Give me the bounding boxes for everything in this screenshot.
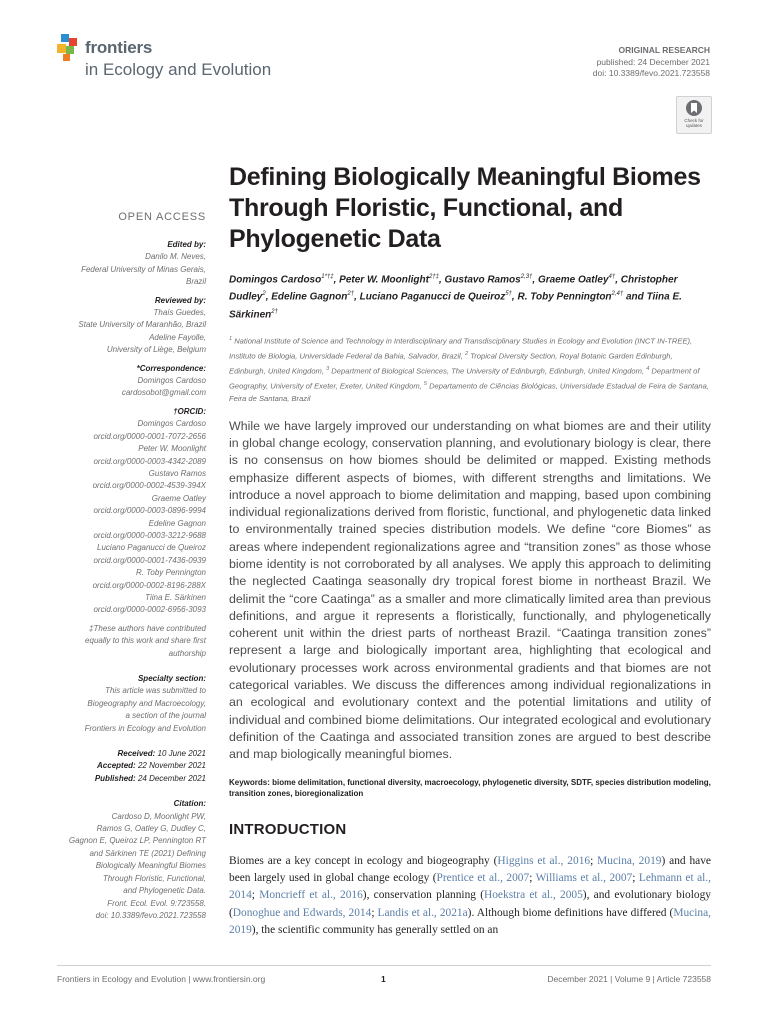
specialty-line: Frontiers in Ecology and Evolution bbox=[84, 723, 206, 733]
footer-journal[interactable]: Frontiers in Ecology and Evolution | www.frontiersin.org bbox=[57, 974, 266, 984]
reviewer-line: Thaís Guedes, bbox=[153, 308, 206, 318]
keywords: Keywords: biome delimitation, functional diversity, macroecology, phylogenetic diversity, SDTF, species distribution modeling, transition zones, bioregionalization bbox=[229, 777, 711, 799]
citation-link[interactable]: Moncrieff et al., 2016 bbox=[259, 889, 363, 902]
abstract: While we have largely improved our understanding on what biomes are and their utility in global change ecology, conservation planning, and evolutionary biology is clear, there is no consensus on how biomes should be delimited or mapped. Existing methods emphasize different aspects of biomes, with different strengths and limitations. We introduce a novel approach to biome delimitation and mapping, based upon combining individual regionalizations derived from floristic, functional, and phylogenetic data linked to environmentally trained species distribution models. We define “core Biomes” as areas where independent regionalizations agree and “transition zones” as those whose biome identity is not corroborated by all analyses. We apply this approach to delimiting the neglected Caatinga seasonally dry tropical forest biome in northeast Brazil. We delimit the “core Caatinga” as a smaller and more climatically limited area than previous definitions, and argue it represents a floristically, functionally, and phylogenetically coherent unit within the driest parts of northeast Brazil. “Caatinga transition zones” represent a large and biologically important area, highlighting that ecological and evolutionary processes work across environmental gradients and that biomes are not categorical variables. We discuss the differences among individual regionalizations in an ecological and evolutionary context and the potential limitations and utility of individual and combined biome delimitations. Our integrated ecological and evolutionary definition of the Caatinga and associated transition zones are argued to best describe and map biologically meaningful biomes. bbox=[229, 418, 711, 762]
bookmark-icon bbox=[677, 97, 711, 119]
citation-label: Citation: bbox=[173, 799, 206, 809]
citation-line: Front. Ecol. Evol. 9:723558. bbox=[107, 898, 206, 908]
specialty-line: This article was submitted to bbox=[105, 686, 206, 696]
citation-line: and Särkinen TE (2021) Defining bbox=[89, 848, 206, 858]
orcid-link[interactable]: orcid.org/0000-0001-7436-0939 bbox=[93, 555, 206, 565]
citation-link[interactable]: Mucina, 2019 bbox=[229, 906, 711, 937]
citation-link[interactable]: Higgins et al., 2016 bbox=[497, 854, 591, 867]
published-date-sidebar: Published: 24 December 2021 bbox=[94, 773, 206, 783]
author-link[interactable]: R. Toby Pennington bbox=[517, 291, 612, 303]
logo-name: frontiers bbox=[85, 38, 153, 57]
author-link[interactable]: Tiina E. Särkinen bbox=[229, 291, 682, 320]
citation-line: Cardoso D, Moonlight PW, bbox=[111, 811, 206, 821]
page-number: 1 bbox=[381, 974, 386, 984]
citation-link[interactable]: Prentice et al., 2007 bbox=[436, 871, 530, 884]
contribution-note: equally to this work and share first bbox=[85, 636, 206, 646]
reviewer-line: University of Liège, Belgium bbox=[106, 345, 206, 355]
citation-line: Ramos G, Oatley G, Dudley C, bbox=[96, 824, 206, 834]
affiliations: $^1$ National Institute of Science and Technology in Interdisciplinary and Transdisciplinary Studies in Ecology and Evolution (INCT IN-TREE), Instituto de Biologia, Universidade Federal da Bahia, Salvador, Brazil, $^2$ Tropical Diversity Section, Royal Botanic Garden Edinburgh, Edinburgh, United Kingdom, $^3$ Department of Biological Sciences, The University of Edinburgh, Edinburgh, United Kingdom, $^4$ Department of Geography, University of Exeter, Exeter, United Kingdom, $^5$ Departamento de Ciências Biológicas, Universidade Estadual de Feira de Santana, Feira de Santana, Brazil bbox=[229, 335, 709, 404]
author-link[interactable]: Peter W. Moonlight bbox=[339, 274, 429, 286]
article-title: Defining Biologically Meaningful Biomes Through Floristic, Functional, and Phylogenetic Data bbox=[229, 163, 701, 253]
contribution-note: ‡These authors have contributed bbox=[89, 623, 206, 633]
citation-link[interactable]: Mucina, 2019 bbox=[597, 854, 662, 867]
section-heading-introduction: INTRODUCTION bbox=[229, 820, 347, 838]
article-sidebar bbox=[60, 210, 206, 922]
open-access-label: OPEN ACCESS bbox=[118, 211, 206, 223]
citation-link[interactable]: Williams et al., 2007 bbox=[535, 871, 633, 884]
footer-volume: December 2021 | Volume 9 | Article 723558 bbox=[547, 974, 711, 984]
correspondence-email-link[interactable]: cardosobot@gmail.com bbox=[121, 388, 206, 398]
check-for-updates-button[interactable] bbox=[676, 96, 712, 134]
accepted-date: Accepted: 22 November 2021 bbox=[97, 761, 206, 771]
orcid-label: †ORCID: bbox=[173, 406, 206, 416]
orcid-author: Tiina E. Särkinen bbox=[145, 592, 206, 602]
article-main bbox=[229, 162, 711, 940]
citation-link[interactable]: Landis et al., 2021a bbox=[377, 906, 468, 919]
orcid-author: Luciano Paganucci de Queiroz bbox=[97, 543, 206, 553]
orcid-link[interactable]: orcid.org/0000-0002-4539-394X bbox=[92, 481, 206, 491]
editor-line: Federal University of Minas Gerais, bbox=[81, 264, 206, 274]
citation-line: Biologically Meaningful Biomes bbox=[95, 861, 206, 871]
orcid-author: Peter W. Moonlight bbox=[138, 444, 206, 454]
author-link[interactable]: Domingos Cardoso bbox=[229, 274, 322, 286]
citation-line: Gagnon E, Queiroz LP, Pennington RT bbox=[68, 836, 206, 846]
reviewer-line: State University of Maranhão, Brazil bbox=[78, 320, 206, 330]
author-link[interactable]: Edeline Gagnon bbox=[271, 291, 348, 303]
citation-link[interactable]: Hoekstra et al., 2005 bbox=[484, 889, 583, 902]
edited-by-label: Edited by: bbox=[167, 240, 206, 249]
orcid-link[interactable]: orcid.org/0000-0002-8196-288X bbox=[92, 580, 206, 590]
correspondence-label: *Correspondence: bbox=[136, 363, 206, 373]
citation-doi-link[interactable]: doi: 10.3389/fevo.2021.723558 bbox=[95, 910, 206, 920]
introduction-paragraph: Biomes are a key concept in ecology and biogeography (Higgins et al., 2016; Mucina, 2019) and have been largely used in global change ecology (Prentice et al., 2007; Williams et al., 2007; Lehmann et al., 2014; Moncrieff et al., 2016), conservation planning (Hoekstra et al., 2005), and evolutionary biology (Donoghue and Edwards, 2014; Landis et al., 2021a). Although biome definitions have differed (Mucina, 2019), the scientific community has generally settled on an bbox=[229, 854, 711, 937]
editor-line: Danilo M. Neves, bbox=[145, 252, 206, 262]
editor-line: Brazil bbox=[185, 277, 206, 287]
orcid-link[interactable]: orcid.org/0000-0003-4342-2089 bbox=[93, 456, 206, 466]
published-date: published: 24 December 2021 bbox=[596, 57, 710, 67]
specialty-line: Biogeography and Macroecology, bbox=[87, 698, 206, 708]
citation-link[interactable]: Lehmann et al., 2014 bbox=[229, 871, 711, 902]
author-link[interactable]: Graeme Oatley bbox=[537, 274, 609, 286]
citation-line: and Phylogenetic Data. bbox=[123, 886, 206, 896]
orcid-link[interactable]: orcid.org/0000-0003-3212-9688 bbox=[93, 530, 206, 540]
orcid-author: Edeline Gagnon bbox=[148, 518, 206, 528]
author-link[interactable]: Luciano Paganucci de Queiroz bbox=[359, 291, 506, 303]
orcid-author: Gustavo Ramos bbox=[148, 468, 206, 478]
citation-line: Through Floristic, Functional, bbox=[102, 873, 206, 883]
citation-link[interactable]: Donoghue and Edwards, 2014 bbox=[232, 906, 372, 919]
orcid-author: Domingos Cardoso bbox=[137, 419, 206, 429]
received-date: Received: 10 June 2021 bbox=[117, 749, 206, 759]
correspondence-name: Domingos Cardoso bbox=[137, 376, 206, 386]
specialty-line: a section of the journal bbox=[125, 711, 206, 721]
article-type: ORIGINAL RESEARCH bbox=[618, 45, 710, 55]
author-link[interactable]: Gustavo Ramos bbox=[444, 274, 521, 286]
orcid-author: R. Toby Pennington bbox=[136, 568, 206, 578]
doi-link[interactable]: doi: 10.3389/fevo.2021.723558 bbox=[592, 68, 710, 78]
check-updates-label: Check for updates bbox=[684, 118, 704, 128]
author-link[interactable]: Christopher Dudley bbox=[229, 274, 678, 303]
orcid-link[interactable]: orcid.org/0000-0003-0896-9994 bbox=[93, 506, 206, 516]
specialty-section-label: Specialty section: bbox=[137, 674, 206, 683]
footer-divider bbox=[57, 965, 711, 966]
journal-name: in Ecology and Evolution bbox=[85, 60, 272, 79]
author-list: Domingos Cardoso$^{1*\dagger\ddagger}$, Peter W. Moonlight$^{2\dagger\ddagger}$, Gustavo Ramos$^{2,3\dagger}$, Graeme Oatley$^{4\dagger}$, Christopher Dudley$^2$, Edeline Gagnon$^{2\dagger}$, Luciano Paganucci de Queiroz$^{5\dagger}$, R. Toby Pennington$^{2,4\dagger}$ and Tiina E. Särkinen$^{2\dagger}$ bbox=[229, 274, 682, 320]
orcid-link[interactable]: orcid.org/0000-0002-6956-3093 bbox=[93, 605, 206, 615]
reviewed-by-label: Reviewed by: bbox=[154, 295, 206, 305]
orcid-link[interactable]: orcid.org/0000-0001-7072-2656 bbox=[93, 431, 206, 441]
orcid-author: Graeme Oatley bbox=[151, 493, 206, 503]
reviewer-line: Adeline Fayolle, bbox=[149, 332, 206, 342]
frontiers-logo-icon bbox=[57, 34, 81, 62]
contribution-note: authorship bbox=[168, 648, 206, 658]
